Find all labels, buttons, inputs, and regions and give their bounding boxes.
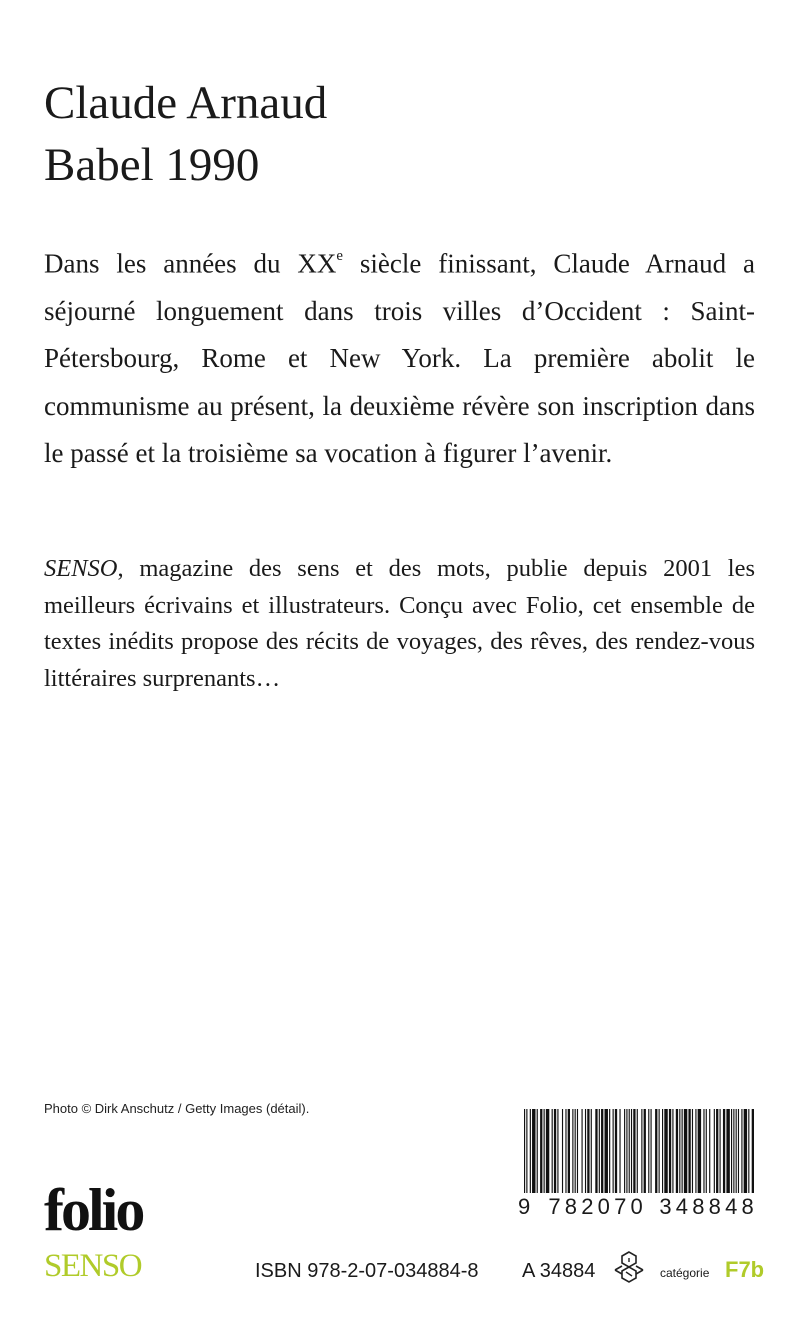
barcode-bar (587, 1109, 589, 1193)
catalog-code: A 34884 (522, 1260, 596, 1282)
barcode-bar (648, 1109, 649, 1193)
barcode-bar (752, 1109, 754, 1193)
barcode-bar (731, 1109, 732, 1193)
photo-credit: Photo © Dirk Anschutz / Getty Images (détail). (44, 1101, 310, 1116)
barcode-bar (726, 1109, 729, 1193)
barcode-bar (568, 1109, 570, 1193)
barcode-bar (723, 1109, 725, 1193)
barcode-bar (562, 1109, 563, 1193)
barcode-bar (595, 1109, 597, 1193)
blurb-paragraph-2 (44, 551, 755, 697)
century-numeral: XX (297, 248, 337, 279)
barcode-bar (744, 1109, 747, 1193)
barcode-bar (669, 1109, 671, 1193)
barcode-bar (664, 1109, 667, 1193)
barcode-bar (526, 1109, 527, 1193)
barcode-bar (591, 1109, 592, 1193)
barcode-bar (733, 1109, 734, 1193)
barcode-bar (572, 1109, 573, 1193)
blurb-paragraph-1 (44, 233, 755, 478)
barcode (518, 1109, 758, 1221)
senso-logo: SENSO (44, 1248, 142, 1284)
barcode-bar (692, 1109, 693, 1193)
barcode-bar (736, 1109, 737, 1193)
barcode-bar (679, 1109, 680, 1193)
gallimard-emblem-icon (613, 1250, 645, 1286)
senso-italic: SENSO (44, 555, 118, 582)
barcode-bar (613, 1109, 614, 1193)
barcode-bar (565, 1109, 566, 1193)
barcode-bar (655, 1109, 657, 1193)
century-superscript: e (336, 248, 344, 264)
barcode-bar (703, 1109, 704, 1193)
barcode-bars (518, 1109, 758, 1193)
category-code: F7b (725, 1257, 765, 1282)
barcode-bar (738, 1109, 739, 1193)
category-label: catégorie (660, 1266, 710, 1280)
barcode-bar (651, 1109, 652, 1193)
barcode-bar (605, 1109, 608, 1193)
barcode-bar (706, 1109, 707, 1193)
barcode-bar (599, 1109, 600, 1193)
barcode-bar (684, 1109, 687, 1193)
barcode-bar (624, 1109, 625, 1193)
folio-logo: folio (44, 1177, 143, 1243)
barcode-bar (554, 1109, 556, 1193)
barcode-bar (626, 1109, 627, 1193)
barcode-digits-right: 348848 (659, 1194, 758, 1219)
barcode-bar (577, 1109, 578, 1193)
barcode-bar (575, 1109, 576, 1193)
isbn-number: ISBN 978-2-07-034884-8 (255, 1260, 479, 1282)
barcode-digit-first: 9 (518, 1194, 531, 1219)
author-name: Claude Arnaud (44, 77, 328, 129)
barcode-bar (557, 1109, 558, 1193)
barcode-bar (695, 1109, 696, 1193)
barcode-bar (688, 1109, 690, 1193)
barcode-bar (629, 1109, 630, 1193)
barcode-bar (644, 1109, 646, 1193)
barcode-bar (585, 1109, 586, 1193)
barcode-bar (609, 1109, 610, 1193)
barcode-bar (619, 1109, 620, 1193)
barcode-bar (659, 1109, 660, 1193)
barcode-bar (641, 1109, 642, 1193)
barcode-bar (676, 1109, 678, 1193)
barcode-bar (530, 1109, 531, 1193)
barcode-bar (552, 1109, 553, 1193)
barcode-bar (544, 1109, 545, 1193)
barcode-bar (741, 1109, 742, 1193)
barcode-bar (631, 1109, 632, 1193)
barcode-bar (615, 1109, 617, 1193)
barcode-bar (748, 1109, 749, 1193)
barcode-bar (682, 1109, 683, 1193)
barcode-digits (518, 1193, 758, 1221)
barcode-bar (698, 1109, 701, 1193)
barcode-bar (633, 1109, 635, 1193)
barcode-bar (709, 1109, 710, 1193)
barcode-bar (662, 1109, 663, 1193)
barcode-bar (720, 1109, 721, 1193)
barcode-bar (601, 1109, 603, 1193)
barcode-bar (716, 1109, 718, 1193)
barcode-bar (524, 1109, 525, 1193)
barcode-bar (672, 1109, 673, 1193)
barcode-bar (532, 1109, 535, 1193)
blurb-text-end: siècle finissant, Claude Arnaud a séjourné longuement dans trois villes d’Occident : Saint-Pétersbourg, Rome et New York. La première abolit le communisme au présent, la deuxième révère son inscription dans le passé et la troisième sa vocation à figurer l’avenir. (44, 248, 755, 469)
barcode-bar (537, 1109, 538, 1193)
barcode-bar (582, 1109, 583, 1193)
blurb-text-start: Dans les années du (44, 248, 298, 279)
book-title: Babel 1990 (44, 139, 260, 191)
barcode-bar (540, 1109, 542, 1193)
barcode-digits-left: 782070 (548, 1194, 647, 1219)
barcode-bar (546, 1109, 549, 1193)
barcode-bar (637, 1109, 638, 1193)
footer-line (255, 1256, 765, 1286)
senso-description: , magazine des sens et des mots, publie depuis 2001 les meilleurs écrivains et illustrateurs. Conçu avec Folio, cet ensemble de textes inédits propose des récits de voyages, des rêves, des rendez-vous littéraires surprenants… (44, 555, 755, 692)
barcode-bar (714, 1109, 715, 1193)
